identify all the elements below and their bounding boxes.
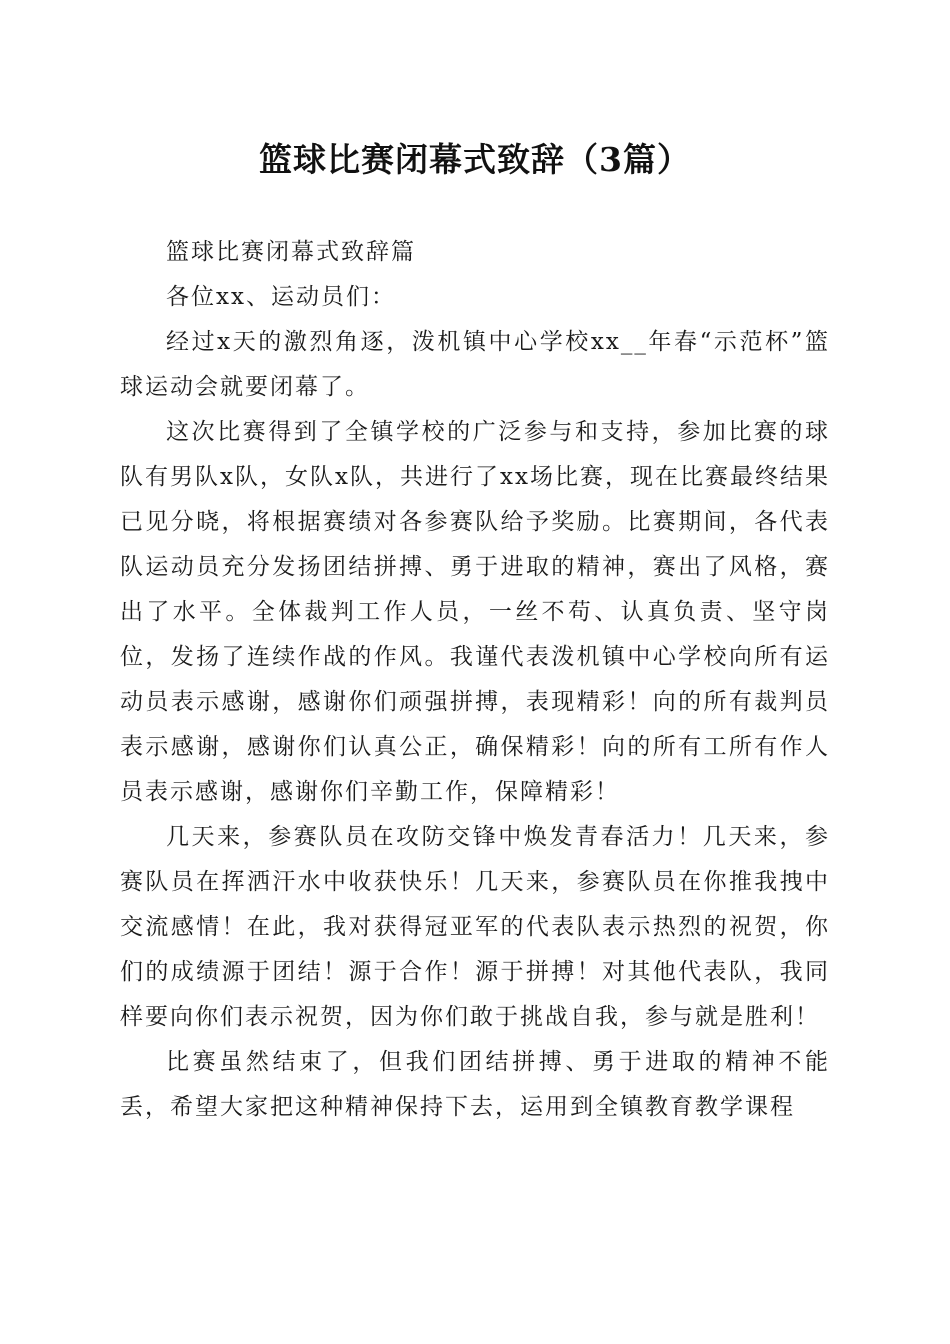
document-body	[120, 230, 830, 1130]
paragraph-opening: 经过x天的激烈角逐，泼机镇中心学校xx__年春“示范杯”篮球运动会就要闭幕了。	[120, 329, 830, 400]
paragraph-congratulations: 几天来，参赛队员在攻防交锋中焕发青春活力！几天来，参赛队员在挥洒汗水中收获快乐！几天来，参赛队员在你推我拽中交流感情！在此，我对获得冠亚军的代表队表示热烈的祝贺，你们的成绩源于团结！源于合作！源于拼搏！对其他代表队，我同样要向你们表示祝贺，因为你们敢于挑战自我，参与就是胜利！	[120, 824, 830, 1030]
paragraph-competition-summary: 这次比赛得到了全镇学校的广泛参与和支持，参加比赛的球队有男队x队，女队x队，共进行了xx场比赛，现在比赛最终结果已见分晓，将根据赛绩对各参赛队给予奖励。比赛期间，各代表队运动员充分发扬团结拼搏、勇于进取的精神，赛出了风格，赛出了水平。全体裁判工作人员，一丝不苟、认真负责、坚守岗位，发扬了连续作战的作风。我谨代表泼机镇中心学校向所有运动员表示感谢，感谢你们顽强拼搏，表现精彩！向的所有裁判员表示感谢，感谢你们认真公正，确保精彩！向的所有工所有作人员表示感谢，感谢你们辛勤工作，保障精彩！	[120, 419, 830, 805]
paragraph-closing: 比赛虽然结束了，但我们团结拼搏、勇于进取的精神不能丢，希望大家把这种精神保持下去，运用到全镇教育教学课程	[120, 1049, 830, 1120]
paragraph-salutation: 各位xx、运动员们：	[166, 284, 396, 310]
document-title: 篮球比赛闭幕式致辞（3篇）	[259, 140, 691, 179]
paragraph-subtitle: 篮球比赛闭幕式致辞篇	[166, 239, 416, 265]
